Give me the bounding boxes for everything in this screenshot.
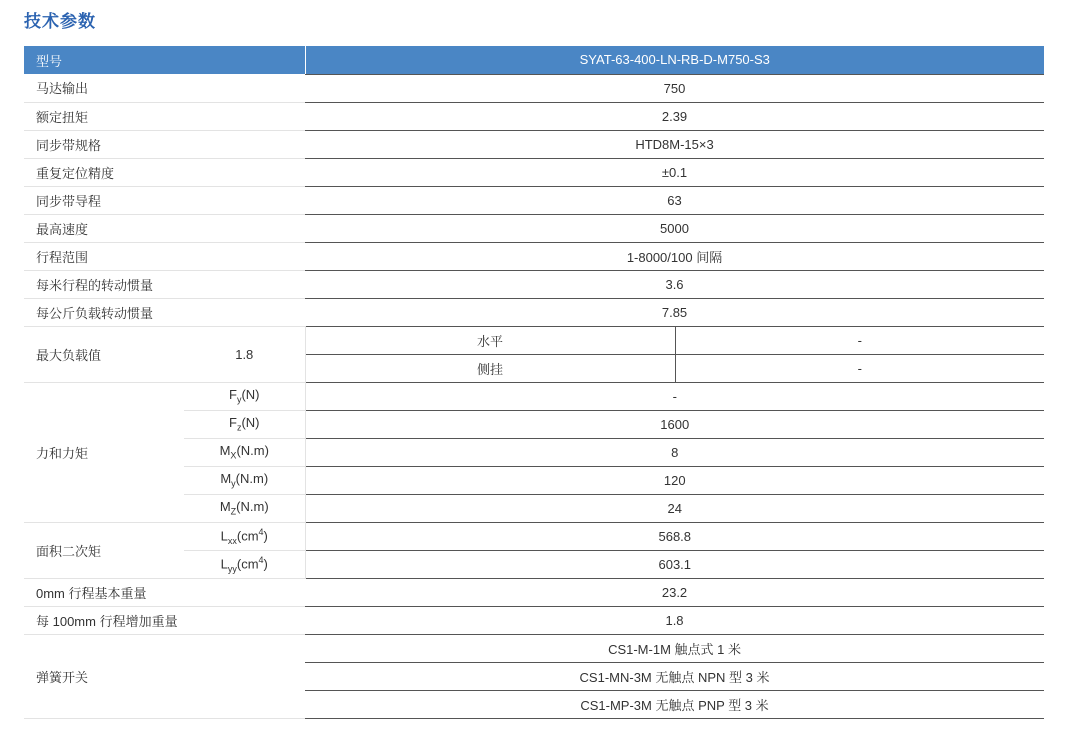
param-fz: $F_z(N)$ [184,410,305,438]
table-row [24,130,1044,158]
row-value: 120 [305,466,1044,494]
model-label: 型号 [24,46,305,74]
table-row [24,578,1044,606]
row-value: 603.1 [305,550,1044,578]
row-label: 面积二次矩 [24,522,184,578]
row-label: 每 100mm 行程增加重量 [24,606,305,634]
row-label: 最高速度 [24,214,305,242]
row-value: 24 [305,494,1044,522]
row-value: 750 [305,74,1044,102]
row-value: 7.85 [305,298,1044,326]
row-value: 1.8 [305,606,1044,634]
param-lxx: $L_{xx}(cm^4)$ [184,522,305,550]
row-label: 每公斤负载转动惯量 [24,298,305,326]
row-label: 每米行程的转动惯量 [24,270,305,298]
table-row [24,270,1044,298]
table-row [24,326,1044,354]
table-row [24,158,1044,186]
row-label: 力和力矩 [24,382,184,522]
table-row [24,74,1044,102]
table-row [24,242,1044,270]
row-value: 8 [305,438,1044,466]
row-value: HTD8M-15×3 [305,130,1044,158]
switch-option: CS1-M-1M 触点式 1 米 [305,634,1044,662]
table-row [24,606,1044,634]
row-value: 568.8 [305,522,1044,550]
table-row-model [24,46,1044,74]
model-value: SYAT-63-400-LN-RB-D-M750-S3 [305,46,1044,74]
horizontal-value: - [675,326,1044,354]
row-value: 63 [305,186,1044,214]
table-row [24,382,1044,410]
row-value: ±0.1 [305,158,1044,186]
param-mz: $M_Z(N.m)$ [184,494,305,522]
side-label: 侧挂 [305,354,675,382]
row-label: 重复定位精度 [24,158,305,186]
table-row [24,298,1044,326]
param-fy: $F_y(N)$ [184,382,305,410]
row-value: - [305,382,1044,410]
table-row [24,186,1044,214]
row-label: 行程范围 [24,242,305,270]
row-value: 1-8000/100 间隔 [305,242,1044,270]
row-label: 弹簧开关 [24,634,305,718]
row-label: 同步带规格 [24,130,305,158]
row-label: 最大负载值 [24,326,184,382]
param-mx: $M_X(N.m)$ [184,438,305,466]
spec-table [24,46,1044,719]
row-value: 1600 [305,410,1044,438]
table-row [24,634,1044,662]
row-value: 2.39 [305,102,1044,130]
table-row [24,102,1044,130]
row-label: 马达输出 [24,74,305,102]
table-row [24,214,1044,242]
switch-option: CS1-MP-3M 无触点 PNP 型 3 米 [305,690,1044,718]
row-sub-value: 1.8 [184,326,305,382]
switch-option: CS1-MN-3M 无触点 NPN 型 3 米 [305,662,1044,690]
row-label: 同步带导程 [24,186,305,214]
param-lyy: $L_{yy}(cm^4)$ [184,550,305,578]
row-label: 0mm 行程基本重量 [24,578,305,606]
row-value: 23.2 [305,578,1044,606]
table-row [24,522,1044,550]
page-title: 技术参数 [24,12,96,31]
row-value: 5000 [305,214,1044,242]
horizontal-label: 水平 [305,326,675,354]
row-value: 3.6 [305,270,1044,298]
row-label: 额定扭矩 [24,102,305,130]
side-value: - [675,354,1044,382]
param-my: $M_y(N.m)$ [184,466,305,494]
